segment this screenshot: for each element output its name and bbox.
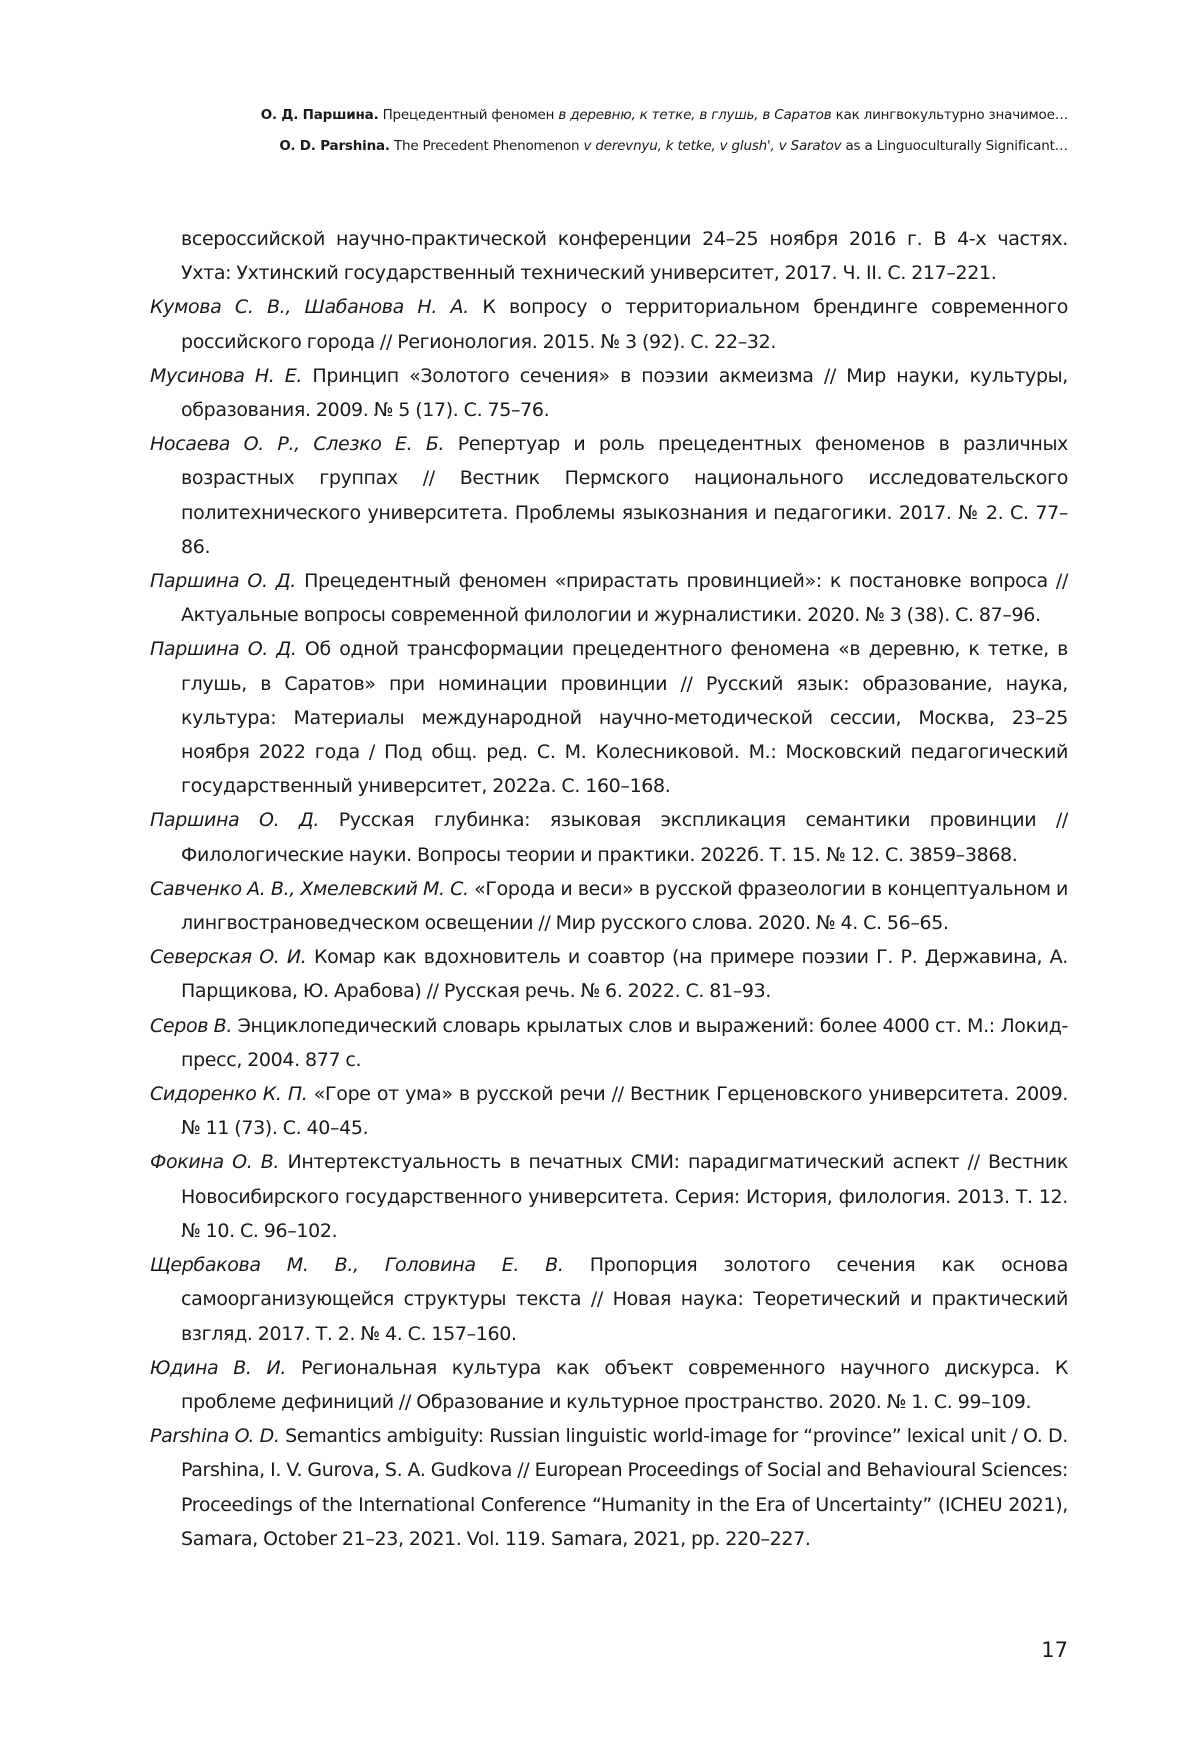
reference-entry	[150, 359, 1068, 427]
reference-text: Об одной трансформации прецедентного феномена «в деревню, к тетке, в глушь, в Саратов» при номинации провинции // Русский язык: образование, наука, культура: Материалы международной научно-методической сессии, Москва, 23–25 ноября 2022 года / Под общ. ред. С. М. Колесниковой. М.: Московский педагогический государственный университет, 2022а. С. 160–168.	[181, 638, 1068, 798]
reference-author: Носаева О. Р., Слезко Е. Б.	[150, 433, 445, 456]
reference-author: Parshina O. D.	[150, 1425, 280, 1448]
reference-author: Савченко А. В., Хмелевский М. С.	[150, 877, 469, 900]
reference-text: Репертуар и роль прецедентных феноменов в различных возрастных группах // Вестник Пермского национального исследовательского политехнического университета. Проблемы языкознания и педагогики. 2017. № 2. С. 77–86.	[181, 433, 1069, 558]
reference-entry	[150, 632, 1068, 803]
reference-author: Мусинова Н. Е.	[150, 364, 303, 387]
reference-entry	[150, 564, 1068, 632]
running-head-ru	[68, 100, 1068, 131]
reference-entry	[150, 222, 1068, 290]
running-head-title-end: as a Linguoculturally Significant…	[845, 138, 1068, 154]
reference-entry	[150, 427, 1068, 564]
running-head-title-end: как лингвокультурно значимое…	[835, 107, 1068, 123]
running-head-author: O. D. Parshina.	[279, 138, 390, 154]
reference-text: Semantics ambiguity: Russian linguistic world-image for “province” lexical unit / O. D. Parshina, I. V. Gurova, S. A. Gudkova // European Proceedings of Social and Behavioural Sciences: Proceedings of the International Conference “Humanity in the Era of Uncertainty” (ICHEU 2021), Samara, October 21–23, 2021. Vol. 119. Samara, 2021, pp. 220–227.	[181, 1425, 1068, 1550]
reference-author: Кумова С. В., Шабанова Н. А.	[150, 296, 469, 319]
reference-author: Фокина О. В.	[150, 1151, 280, 1174]
running-head-title-italic: v derevnyu, k tetke, v glush', v Saratov	[583, 138, 842, 154]
running-head-author: О. Д. Паршина.	[260, 107, 379, 123]
reference-text: «Горе от ума» в русской речи // Вестник Герценовского университета. 2009. № 11 (73). С. 40–45.	[181, 1083, 1068, 1140]
reference-text: К вопросу о территориальном брендинге современного российского города // Регионология. 2015. № 3 (92). С. 22–32.	[181, 296, 1068, 353]
running-head-en	[68, 131, 1068, 162]
reference-entry	[150, 1248, 1068, 1351]
reference-author: Юдина В. И.	[150, 1356, 287, 1379]
reference-author: Паршина О. Д.	[150, 638, 297, 661]
running-head-title: The Precedent Phenomenon	[393, 138, 580, 154]
reference-text: Комар как вдохновитель и соавтор (на примере поэзии Г. Р. Державина, А. Парщикова, Ю. Арабова) // Русская речь. № 6. 2022. С. 81–93.	[181, 946, 1068, 1003]
reference-text: Прецедентный феномен «прирастать провинцией»: к постановке вопроса // Актуальные вопросы современной филологии и журналистики. 2020. № 3 (38). С. 87–96.	[181, 570, 1068, 627]
reference-author: Сидоренко К. П.	[150, 1083, 308, 1106]
page-number: 17	[1041, 1638, 1068, 1662]
reference-entry	[150, 1009, 1068, 1077]
reference-entry	[150, 1145, 1068, 1248]
reference-author: Паршина О. Д.	[150, 809, 320, 832]
running-head-title: Прецедентный феномен	[382, 107, 555, 123]
reference-entry	[150, 1351, 1068, 1419]
reference-entry	[150, 803, 1068, 871]
reference-entry	[150, 872, 1068, 940]
reference-entry	[150, 290, 1068, 358]
reference-text: «Города и веси» в русской фразеологии в концептуальном и лингвострановедческом освещении // Мир русского слова. 2020. № 4. С. 56–65.	[181, 877, 1069, 935]
reference-entry	[150, 940, 1068, 1008]
reference-text: Интертекстуальность в печатных СМИ: парадигматический аспект // Вестник Новосибирского государственного университета. Серия: История, филология. 2013. Т. 12. № 10. С. 96–102.	[181, 1151, 1068, 1242]
reference-entry	[150, 1077, 1068, 1145]
reference-text: Русская глубинка: языковая экспликация семантики провинции // Филологические науки. Вопросы теории и практики. 2022б. Т. 15. № 12. С. 3859–3868.	[181, 809, 1068, 866]
reference-list	[150, 222, 1068, 1556]
reference-text: Энциклопедический словарь крылатых слов и выражений: более 4000 ст. М.: Локид-пресс, 2004. 877 с.	[181, 1014, 1068, 1071]
reference-text: Принцип «Золотого сечения» в поэзии акмеизма // Мир науки, культуры, образования. 2009. № 5 (17). С. 75–76.	[181, 364, 1068, 422]
reference-text: Региональная культура как объект современного научного дискурса. К проблеме дефиниций // Образование и культурное пространство. 2020. № 1. С. 99–109.	[181, 1356, 1068, 1413]
running-head	[68, 100, 1068, 162]
reference-entry	[150, 1419, 1068, 1556]
reference-author: Северская О. И.	[150, 946, 307, 969]
reference-author: Паршина О. Д.	[150, 570, 296, 593]
reference-text: всероссийской научно-практической конференции 24–25 ноября 2016 г. В 4-х частях. Ухта: Ухтинский государственный технический университет, 2017. Ч. II. С. 217–221.	[181, 228, 1068, 285]
running-head-title-italic: в деревню, к тетке, в глушь, в Саратов	[558, 107, 832, 123]
reference-author: Серов В.	[150, 1014, 233, 1037]
reference-text: Пропорция золотого сечения как основа самоорганизующейся структуры текста // Новая наука: Теоретический и практический взгляд. 2017. Т. 2. № 4. С. 157–160.	[181, 1254, 1068, 1345]
reference-author: Щербакова М. В., Головина Е. В.	[150, 1254, 564, 1277]
